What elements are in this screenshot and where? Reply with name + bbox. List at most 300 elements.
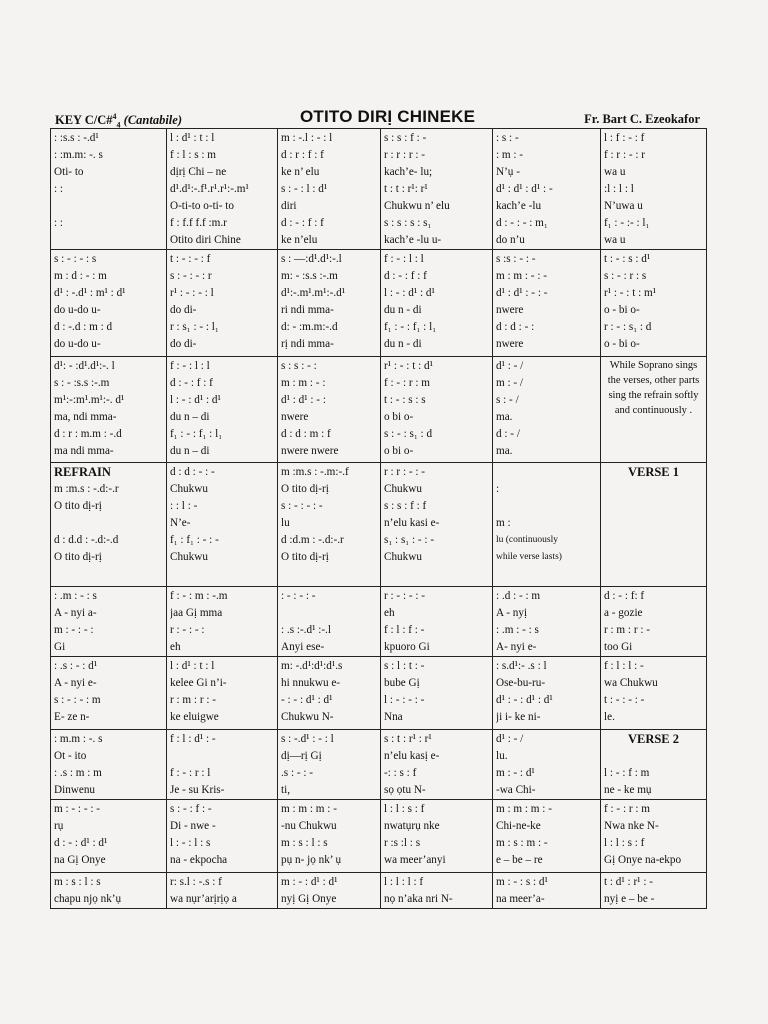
solfa-line: d : -.d : m : d	[54, 321, 113, 333]
solfa-line: m :	[496, 517, 511, 529]
solfa-line: e – be – re	[496, 854, 543, 866]
solfa-line: m : s : l : s	[281, 837, 328, 849]
solfa-line: Chukwu n’ elu	[384, 200, 450, 212]
solfa-line: O tito dị-rị	[54, 551, 102, 563]
solfa-line: Anyi ese-	[281, 641, 325, 653]
solfa-line: m : m : - : -	[496, 270, 547, 282]
solfa-line: -nu Chukwu	[281, 820, 337, 832]
solfa-line: : .m : - : s	[496, 624, 539, 636]
solfa-line: l : f : - : f	[604, 132, 645, 144]
solfa-line: m : - : d¹	[496, 767, 535, 779]
solfa-line: d¹: - :d¹.d¹:-. l	[54, 360, 115, 372]
solfa-line: Chukwu N-	[281, 711, 334, 723]
solfa-line: lu.	[496, 750, 508, 762]
solfa-line: d : d : m : f	[281, 428, 331, 440]
solfa-line: O tito dị-rị	[281, 483, 329, 495]
solfa-line: m¹:-:m¹.m¹:-. d¹	[54, 394, 125, 406]
solfa-line: d : - : f : f	[384, 270, 427, 282]
solfa-line: kach’e -lu	[496, 200, 542, 212]
solfa-line: o bi o-	[384, 445, 414, 457]
solfa-line: r : m : r : -	[604, 624, 650, 636]
score-cell	[51, 463, 167, 587]
solfa-line: Chi-ne-ke	[496, 820, 541, 832]
solfa-line: m :m.s : -.m:-.f	[281, 466, 349, 478]
composer: Fr. Bart C. Ezeokafor	[584, 112, 700, 126]
solfa-line: lu	[281, 517, 290, 529]
solfa-line: diri	[281, 200, 297, 212]
solfa-line: : m : -	[496, 149, 524, 161]
score-cell	[601, 657, 707, 730]
solfa-line: r¹ : - : - : l	[170, 287, 214, 299]
solfa-line: d¹ : - /	[496, 360, 524, 372]
solfa-line: kach’e -lu u-	[384, 234, 442, 246]
score-row	[51, 873, 707, 909]
score-cell	[167, 250, 278, 357]
solfa-line: dịrị Chi – ne	[170, 166, 227, 178]
solfa-line: :l : l : l	[604, 183, 634, 195]
solfa-line: wa Chukwu	[604, 677, 658, 689]
solfa-line: r: s.l : -.s : f	[170, 876, 222, 888]
solfa-line: m : m : m : -	[281, 803, 337, 815]
solfa-line: d : d.d : -.d:-.d	[54, 534, 119, 546]
solfa-line: l : - : f : m	[604, 767, 650, 779]
solfa-line: Dinwenu	[54, 784, 96, 796]
solfa-line: f : f.f f.f :m.r	[170, 217, 227, 229]
solfa-line: Gị Onye na-ekpo	[604, 854, 682, 866]
solfa-line: Otito diri Chine	[170, 234, 241, 246]
solfa-line: Gi	[54, 641, 66, 653]
solfa-line: d¹ : - : d¹ : d¹	[496, 694, 553, 706]
score-cell	[278, 587, 381, 657]
solfa-line: d¹ : - /	[496, 733, 524, 745]
solfa-line: s : - : - : r	[170, 270, 212, 282]
song-title: OTITO DIRỊ CHINEKE	[300, 107, 476, 126]
solfa-line: f₁ : f₁ : - : -	[170, 534, 219, 546]
solfa-line: d : r : f : f	[281, 149, 324, 161]
score-cell	[381, 800, 493, 873]
score-cell	[493, 800, 601, 873]
solfa-line: t : - : - : f	[170, 253, 211, 265]
solfa-line: d : - : f : f	[170, 377, 213, 389]
solfa-line: rụ	[54, 820, 64, 832]
solfa-line: too Gi	[604, 641, 633, 653]
solfa-line: nwere	[496, 304, 524, 316]
solfa-line: nwere	[496, 338, 524, 350]
score-row	[51, 129, 707, 250]
solfa-line: le.	[604, 711, 615, 723]
solfa-line: - : - : d¹ : d¹	[281, 694, 333, 706]
solfa-line: do u-do u-	[54, 304, 101, 316]
solfa-line: r : - : - : -	[384, 590, 426, 602]
solfa-line: s : —:d¹.d¹:-.l	[281, 253, 342, 265]
solfa-line: Oti- to	[54, 166, 84, 178]
solfa-line: sọ ọtu N-	[384, 784, 426, 796]
solfa-line: m : - : - : -	[54, 803, 100, 815]
solfa-line: l : l : s : f	[604, 837, 645, 849]
score-cell	[278, 357, 381, 463]
solfa-line	[496, 498, 597, 515]
solfa-line: Ot - ito	[54, 750, 87, 762]
solfa-line: d¹ : d¹ : - :	[281, 394, 326, 406]
solfa-line: s : s : f : -	[384, 132, 427, 144]
score-cell	[493, 250, 601, 357]
score-cell	[601, 357, 707, 463]
solfa-line: Di - nwe -	[170, 820, 216, 832]
solfa-line: VERSE 2	[627, 732, 680, 746]
solfa-line: E- ze n-	[54, 711, 90, 723]
solfa-line: Chukwu	[170, 483, 208, 495]
solfa-line: f₁ : - :- : l₁	[604, 217, 650, 229]
score-cell	[51, 357, 167, 463]
solfa-line: nyị e – be -	[604, 893, 655, 905]
solfa-line: s : -.d¹ : - : l	[281, 733, 334, 745]
solfa-line: ri ndi mma-	[281, 304, 334, 316]
solfa-line: : .s :-.d¹ :-.l	[281, 624, 331, 636]
solfa-line: r :s :l : s	[384, 837, 421, 849]
solfa-line: du n – di	[170, 445, 210, 457]
solfa-line	[170, 748, 274, 765]
solfa-line: t : - : s : s	[384, 394, 426, 406]
solfa-line: m : - : d¹ : d¹	[281, 876, 338, 888]
solfa-line: du n - di	[384, 338, 422, 350]
solfa-line: Ose-bu-ru-	[496, 677, 546, 689]
score-cell	[601, 129, 707, 250]
score-cell	[381, 357, 493, 463]
solfa-line: : s.d¹:- .s : l	[496, 660, 547, 672]
page-header	[55, 107, 700, 129]
solfa-line: wa meer’anyi	[384, 854, 446, 866]
solfa-line: d : d : - : -	[170, 466, 215, 478]
solfa-line: lu (continuously	[496, 535, 559, 545]
score-cell	[278, 463, 381, 587]
solfa-line: do di-	[170, 338, 197, 350]
solfa-line: dị—rị Gị	[281, 750, 322, 762]
solfa-line: du n - di	[384, 304, 422, 316]
solfa-line: N’ụ -	[496, 166, 520, 178]
solfa-line: s : - : r : s	[604, 270, 647, 282]
score-cell	[381, 873, 493, 909]
solfa-line: o bi o-	[384, 411, 414, 423]
solfa-line: ma.	[496, 445, 513, 457]
score-row	[51, 463, 707, 587]
solfa-line: nyị Gị Onye	[281, 893, 337, 905]
solfa-line: d : - /	[496, 428, 520, 440]
solfa-line: r : s₁ : - : l₁	[170, 321, 219, 333]
solfa-line: d : - : - : m₁	[496, 217, 548, 229]
solfa-line: -: : s : f	[384, 767, 417, 779]
solfa-line: d : r : m.m : -.d	[54, 428, 122, 440]
solfa-line: do n’u	[496, 234, 525, 246]
solfa-line: f : l : f : -	[384, 624, 425, 636]
solfa-line: eh	[170, 641, 181, 653]
solfa-line	[54, 515, 163, 532]
solfa-line: r : r : - : -	[384, 466, 426, 478]
solfa-line: s : - : - : s	[54, 253, 97, 265]
solfa-line: hi nnukwu e-	[281, 677, 341, 689]
solfa-line: s : s : f : f	[384, 500, 427, 512]
solfa-line: m :m.s : -.d:-.r	[54, 483, 119, 495]
solfa-line: d: - :m.m:-.d	[281, 321, 338, 333]
score-cell	[493, 730, 601, 800]
solfa-line: : :	[54, 183, 64, 195]
solfa-line: f : - : r : l	[170, 767, 211, 779]
solfa-line: n’elu kasị e-	[384, 750, 440, 762]
solfa-line: bube Gị	[384, 677, 420, 689]
score-cell	[278, 657, 381, 730]
solfa-line	[604, 748, 703, 765]
solfa-line: d : d : - :	[496, 321, 535, 333]
solfa-line: l : - : d¹ : d¹	[384, 287, 435, 299]
solfa-line: f : l : l : -	[604, 660, 644, 672]
solfa-line: l : l : s : f	[384, 803, 425, 815]
score-cell	[167, 873, 278, 909]
score-cell	[51, 250, 167, 357]
score-row	[51, 250, 707, 357]
solfa-line: wa u	[604, 234, 626, 246]
solfa-line: l : d¹ : t : l	[170, 660, 215, 672]
solfa-line: m : - /	[496, 377, 524, 389]
solfa-line: r : - : s₁ : d	[604, 321, 652, 333]
solfa-line: : .s : m : m	[54, 767, 102, 779]
solfa-line: s : l : t : -	[384, 660, 425, 672]
solfa-line: m : -.l : - : l	[281, 132, 333, 144]
solfa-line: m : - : - :	[54, 624, 94, 636]
solfa-line: N’uwa u	[604, 200, 643, 212]
solfa-line: ma.	[496, 411, 513, 423]
solfa-line: s : s : - :	[281, 360, 317, 372]
solfa-line: :	[496, 483, 500, 495]
solfa-line: Chukwu	[170, 551, 208, 563]
solfa-line: REFRAIN	[54, 465, 111, 479]
score-cell	[381, 129, 493, 250]
solfa-line: d : - : d¹ : d¹	[54, 837, 108, 849]
solfa-line: m : m : m : -	[496, 803, 552, 815]
solfa-line: : :s.s : -.d¹	[54, 132, 99, 144]
score-cell	[51, 587, 167, 657]
solfa-line: f : - : l : l	[170, 360, 210, 372]
solfa-line: t : d¹ : r¹ : -	[604, 876, 653, 888]
solfa-line: d¹ : -.d¹ : m¹ : d¹	[54, 287, 126, 299]
solfa-line: ke eluigwe	[170, 711, 219, 723]
solfa-line: d¹ : d¹ : - : -	[496, 287, 548, 299]
solfa-line: : .d : - : m	[496, 590, 541, 602]
solfa-line: t : - : s : d¹	[604, 253, 651, 265]
solfa-line: t : t : r¹: r¹	[384, 183, 428, 195]
solfa-line: pụ n- jọ nk’ ụ	[281, 854, 342, 866]
score-cell	[167, 463, 278, 587]
score-row	[51, 357, 707, 463]
solfa-line: d : - : f : f	[281, 217, 324, 229]
solfa-line	[496, 464, 597, 481]
score-cell	[381, 730, 493, 800]
solfa-line: s : - : f : -	[170, 803, 212, 815]
solfa-line: ke n’ elu	[281, 166, 320, 178]
solfa-line: While Soprano sings the verses, other parts sing the refrain softly and continuously .	[607, 360, 700, 416]
solfa-line: r : - : - :	[170, 624, 205, 636]
score-cell	[51, 730, 167, 800]
solfa-line: O tito dị-rị	[281, 551, 329, 563]
solfa-line: : s : -	[496, 132, 519, 144]
score-cell	[381, 657, 493, 730]
solfa-line: s₁ : s₁ : - : -	[384, 534, 435, 546]
solfa-line: O tito dị-rị	[54, 500, 102, 512]
solfa-line: na Gị Onye	[54, 854, 106, 866]
solfa-line: VERSE 1	[627, 465, 680, 479]
solfa-line: N’e-	[170, 517, 191, 529]
solfa-line: d¹:-.m¹.m¹:-.d¹	[281, 287, 346, 299]
solfa-line: while verse lasts)	[496, 552, 562, 562]
score-cell	[493, 873, 601, 909]
solfa-line: O-ti-to o-ti- to	[170, 200, 235, 212]
solfa-line: nọ n’aka nri N-	[384, 893, 453, 905]
solfa-line: s : t : r¹ : r¹	[384, 733, 432, 745]
solfa-line: do di-	[170, 304, 197, 316]
score-cell	[51, 657, 167, 730]
solfa-line: nwere	[281, 411, 309, 423]
solfa-line: Je - su Kris-	[170, 784, 225, 796]
solfa-line: du n – di	[170, 411, 210, 423]
solfa-line: s :s : - : -	[496, 253, 536, 265]
solfa-line: A- nyi e-	[496, 641, 537, 653]
solfa-line: s : s : s : s₁	[384, 217, 432, 229]
solfa-line: .s : - : -	[281, 767, 314, 779]
solfa-line: r : m : r : -	[170, 694, 216, 706]
score-cell	[167, 800, 278, 873]
solfa-line	[281, 605, 377, 622]
solfa-line: nwatụrụ nke	[384, 820, 440, 832]
score-cell	[167, 657, 278, 730]
solfa-line: jaa Gị mma	[170, 607, 223, 619]
solfa-line: na meer’a-	[496, 893, 545, 905]
score-cell	[601, 800, 707, 873]
score-cell	[51, 873, 167, 909]
solfa-line: Nna	[384, 711, 403, 723]
score-cell	[167, 730, 278, 800]
solfa-line: l : - : d¹ : d¹	[170, 394, 221, 406]
solfa-line: d¹.d¹:-.f¹.r¹.r¹:-.m¹	[170, 183, 249, 195]
solfa-line: s : - : s₁ : d	[384, 428, 433, 440]
solfa-line: o - bi o-	[604, 304, 640, 316]
solfa-line: ma, ndi mma-	[54, 411, 117, 423]
score-cell	[381, 250, 493, 357]
key-signature: KEY C/C#$^4_4$ (Cantabile)	[55, 112, 182, 130]
solfa-line: t : - : - : -	[604, 694, 645, 706]
solfa-line: Chukwu	[384, 551, 422, 563]
solfa-line: f₁ : - : f₁ : l₁	[384, 321, 437, 333]
score-cell	[493, 357, 601, 463]
solfa-line: l : l : l : f	[384, 876, 424, 888]
solfa-line: o - bi o-	[604, 338, 640, 350]
solfa-line	[54, 198, 163, 215]
score-cell	[493, 657, 601, 730]
solfa-line: m : - : s : d¹	[496, 876, 548, 888]
solfa-line: Chukwu	[384, 483, 422, 495]
solfa-line: l : - : - : -	[384, 694, 425, 706]
solfa-line: rị ndi mma-	[281, 338, 334, 350]
score-cell	[493, 129, 601, 250]
score-cell	[601, 873, 707, 909]
score-cell	[493, 587, 601, 657]
solfa-line: wa nụr’arịrịọ a	[170, 893, 237, 905]
solfa-line: : : l : -	[170, 500, 198, 512]
solfa-line: s : - : - : m	[54, 694, 101, 706]
score-row	[51, 587, 707, 657]
solfa-line: ji i- ke ni-	[496, 711, 541, 723]
solfa-line: d¹ : d¹ : d¹ : -	[496, 183, 553, 195]
solfa-line: eh	[384, 607, 395, 619]
solfa-line: m : s : l : s	[54, 876, 101, 888]
score-cell	[278, 873, 381, 909]
solfa-line: f : - : r : m	[604, 803, 650, 815]
solfa-line: A - nyị	[496, 607, 528, 619]
solfa-line: ke n’elu	[281, 234, 318, 246]
solfa-line: kach’e- lu;	[384, 166, 433, 178]
solfa-score-table	[50, 128, 707, 909]
solfa-line: kpuoro Gi	[384, 641, 430, 653]
solfa-line: r¹ : - : t : m¹	[604, 287, 657, 299]
score-cell	[167, 587, 278, 657]
solfa-line: m : s : m : -	[496, 837, 548, 849]
score-cell	[601, 730, 707, 800]
solfa-line: : .m : - : s	[54, 590, 97, 602]
solfa-line: a - gozie	[604, 607, 643, 619]
score-cell	[167, 357, 278, 463]
score-cell	[278, 250, 381, 357]
solfa-line: chapu njọ nk’ụ	[54, 893, 122, 905]
score-row	[51, 657, 707, 730]
solfa-line: : m.m : -. s	[54, 733, 103, 745]
score-cell	[278, 129, 381, 250]
solfa-line: d : - : f: f	[604, 590, 645, 602]
score-cell	[601, 463, 707, 587]
solfa-line: -wa Chi-	[496, 784, 536, 796]
solfa-line: do u-do u-	[54, 338, 101, 350]
solfa-line: ti,	[281, 784, 291, 796]
solfa-line: l : d¹ : t : l	[170, 132, 215, 144]
solfa-line: l : - : l : s	[170, 837, 211, 849]
solfa-line: f : r : - : r	[604, 149, 646, 161]
score-cell	[278, 730, 381, 800]
score-cell	[51, 800, 167, 873]
solfa-line: m : d : - : m	[54, 270, 107, 282]
solfa-line: s : - :s.s :-.m	[54, 377, 110, 389]
solfa-line: r¹ : - : t : d¹	[384, 360, 433, 372]
solfa-line: n’elu kasi e-	[384, 517, 440, 529]
solfa-line: s : - : - : -	[281, 500, 323, 512]
solfa-line: A - nyi e-	[54, 677, 97, 689]
solfa-line: Nwa nke N-	[604, 820, 659, 832]
solfa-line: s : - : l : d¹	[281, 183, 328, 195]
score-cell	[601, 587, 707, 657]
solfa-line: r : r : r : -	[384, 149, 426, 161]
solfa-line: : :m.m: -. s	[54, 149, 103, 161]
score-row	[51, 730, 707, 800]
solfa-line: m : m : - :	[281, 377, 326, 389]
solfa-line: f : l : s : m	[170, 149, 216, 161]
solfa-line: : :	[54, 217, 64, 229]
score-cell	[381, 463, 493, 587]
score-cell	[493, 463, 601, 587]
solfa-line: : .s : - : d¹	[54, 660, 98, 672]
solfa-line: f₁ : - : f₁ : l₁	[170, 428, 223, 440]
solfa-line: d :d.m : -.d:-.r	[281, 534, 344, 546]
solfa-line: : - : - : -	[281, 590, 316, 602]
solfa-line: m: - :s.s :-.m	[281, 270, 338, 282]
solfa-line: f : - : l : l	[384, 253, 424, 265]
solfa-line: ma ndi mma-	[54, 445, 114, 457]
solfa-line: m: -.d¹:d¹:d¹.s	[281, 660, 343, 672]
solfa-line: A - nyi a-	[54, 607, 97, 619]
